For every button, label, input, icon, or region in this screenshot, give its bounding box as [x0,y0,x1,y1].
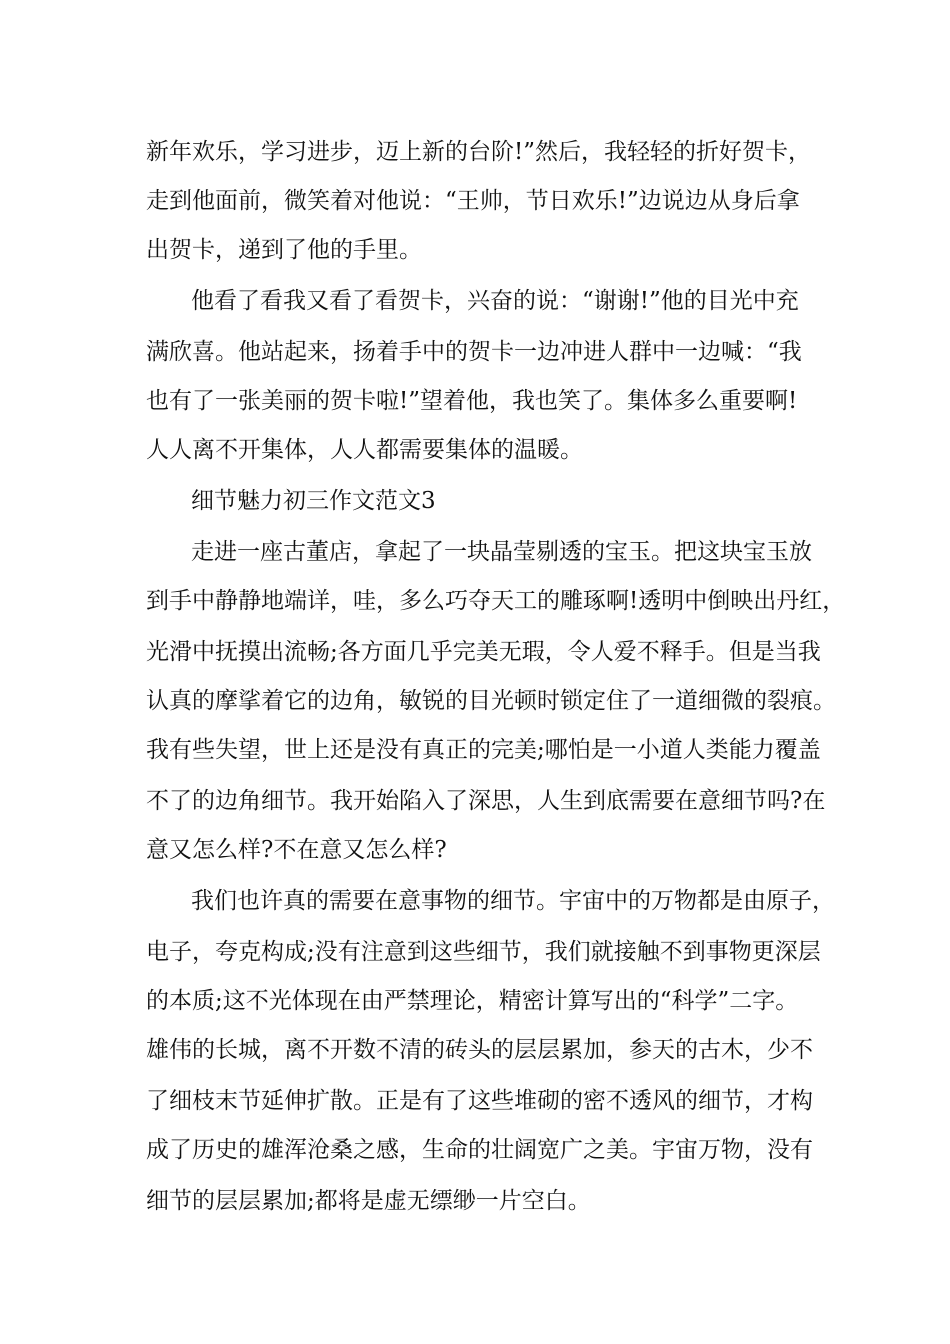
text-line: 细节的层层累加;都将是虚无缥缈一片空白。 [146,1188,591,1214]
text-line: 他看了看我又看了看贺卡，兴奋的说：“谢谢!”他的目光中充 [191,288,799,314]
text-line: 意又怎么样?不在意又怎么样? [146,837,447,863]
text-line: 新年欢乐，学习进步，迈上新的台阶!”然后，我轻轻的折好贺卡， [146,139,812,165]
text-line: 成了历史的雄浑沧桑之感，生命的壮阔宽广之美。宇宙万物，没有 [146,1137,813,1163]
text-line: 我们也许真的需要在意事物的细节。宇宙中的万物都是由原子， [191,888,835,914]
text-line: 走到他面前，微笑着对他说：“王帅，节日欢乐!”边说边从身后拿 [146,188,800,214]
text-line: 满欣喜。他站起来，扬着手中的贺卡一边冲进人群中一边喊：“我 [146,339,802,365]
text-line: 到手中静静地端详，哇，多么巧夺天工的雕琢啊!透明中倒映出丹红， [146,588,846,614]
text-line: 也有了一张美丽的贺卡啦!”望着他，我也笑了。集体多么重要啊! [146,388,798,414]
text-line: 认真的摩挲着它的边角，敏锐的目光顿时锁定住了一道细微的裂痕。 [146,688,836,714]
text-line: 人人离不开集体，人人都需要集体的温暖。 [146,437,583,463]
text-line: 走进一座古董店，拿起了一块晶莹剔透的宝玉。把这块宝玉放 [191,539,812,565]
text-line: 的本质;这不光体现在由严禁理论，精密计算写出的“科学”二字。 [146,988,799,1014]
text-line: 电子，夸克构成;没有注意到这些细节，我们就接触不到事物更深层 [146,939,821,965]
section-heading: 细节魅力初三作文范文3 [191,488,436,514]
text-line: 出贺卡，递到了他的手里。 [146,237,422,263]
text-line: 雄伟的长城，离不开数不清的砖头的层层累加，参天的古木，少不 [146,1037,813,1063]
text-line: 不了的边角细节。我开始陷入了深思，人生到底需要在意细节吗?在 [146,788,826,814]
text-line: 了细枝末节延伸扩散。正是有了这些堆砌的密不透风的细节，才构 [146,1088,813,1114]
text-line: 我有些失望，世上还是没有真正的完美;哪怕是一小道人类能力覆盖 [146,737,821,763]
text-line: 光滑中抚摸出流畅;各方面几乎完美无瑕，令人爱不释手。但是当我 [146,639,821,665]
